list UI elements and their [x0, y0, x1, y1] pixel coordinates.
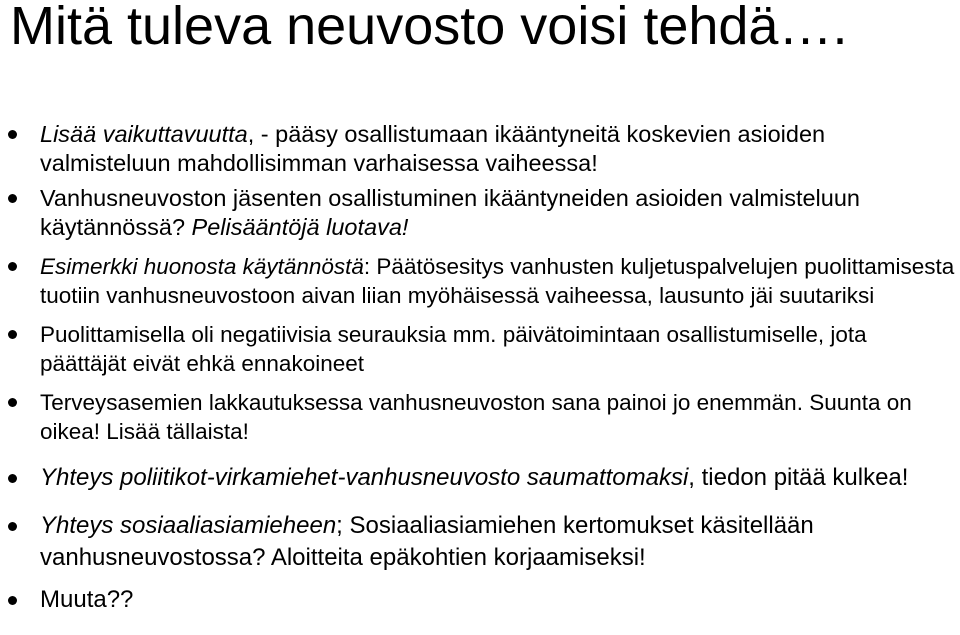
bullet-text: , tiedon pitää kulkea! [688, 464, 909, 491]
bullet-lead: Yhteys sosiaaliasiamieheen [40, 512, 337, 539]
bullet-text: Muuta?? [40, 586, 134, 613]
bullet-text: Puolittamisella oli negatiivisia seurauksia mm. päivätoimintaan osallistumiselle, jota päättäjät eivät ehkä ennakoineet [40, 322, 867, 376]
bullet-text: Terveysasemien lakkautuksessa vanhusneuvoston sana painoi jo enemmän. Suunta on oikea! Lisää tällaista! [40, 390, 912, 444]
bullet-lead: Lisää vaikuttavuutta [40, 121, 248, 147]
bullet-item [40, 584, 958, 616]
bullet-item [40, 184, 958, 242]
bullet-item [40, 252, 958, 310]
bullet-text: Vanhusneuvoston jäsenten osallistuminen ikääntyneiden asioiden valmisteluun käytännössä? [40, 185, 860, 240]
bullet-text: : Päätösesitys vanhusten kuljetuspalvelujen puolittamisesta tuotiin vanhusneuvostoon aivan liian myöhäisessä vaiheessa, lausunto jäi suutariksi [40, 254, 955, 308]
bullet-item [40, 388, 958, 446]
bullet-tail: Pelisääntöjä luotava! [191, 214, 409, 240]
bullet-text: ; Sosiaaliasiamiehen kertomukset käsitellään vanhusneuvostossa? Aloitteita epäkohtien korjaamiseksi! [40, 512, 814, 571]
bullet-lead: Yhteys poliitikot-virkamiehet-vanhusneuvosto saumattomaksi [40, 464, 689, 491]
bullet-text: , - pääsy osallistumaan ikääntyneitä koskevien asioiden valmisteluun mahdollisimman varhaisessa vaiheessa! [40, 121, 826, 176]
bullet-item [40, 510, 958, 574]
bullet-lead: Esimerkki huonosta käytännöstä [40, 254, 364, 279]
bullet-item [40, 462, 958, 494]
bullet-item [40, 320, 958, 378]
bullet-list [40, 120, 958, 616]
bullet-item [40, 120, 958, 178]
slide-title: Mitä tuleva neuvosto voisi tehdä…. [10, 0, 848, 56]
